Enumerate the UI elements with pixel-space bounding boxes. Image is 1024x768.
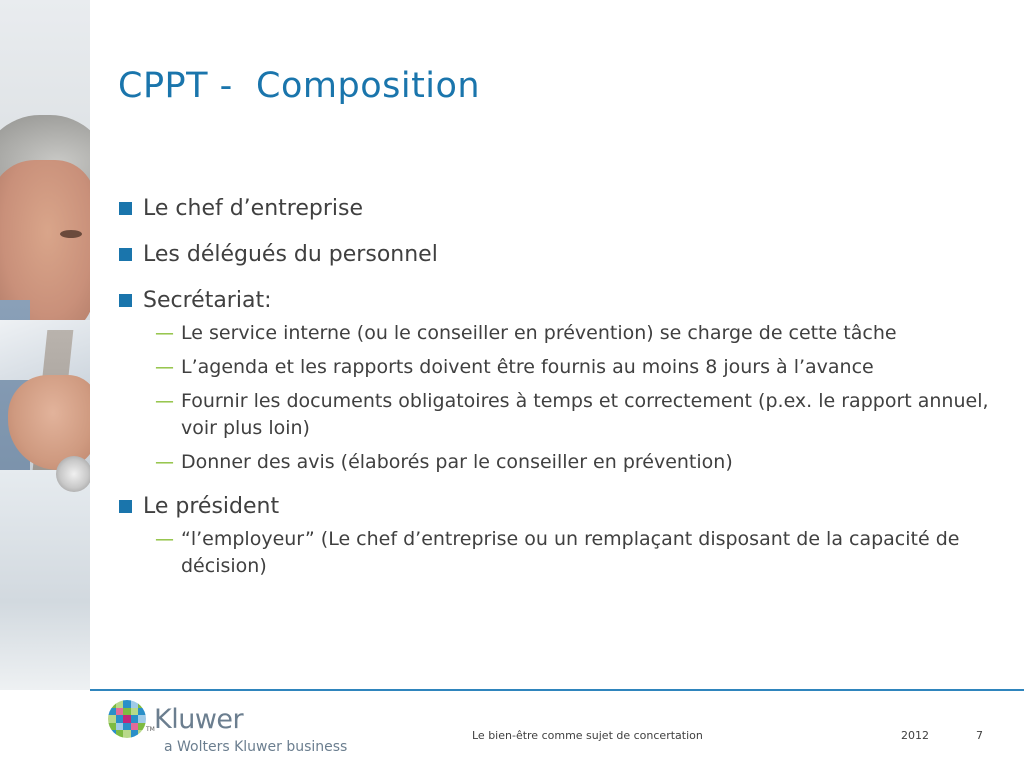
- sub-bullet-item: [118, 388, 998, 442]
- dash-bullet-icon: —: [155, 390, 174, 412]
- kluwer-logo-icon: [108, 700, 146, 738]
- sub-bullet-item: [118, 526, 998, 580]
- slide-content: [118, 194, 998, 587]
- footer-year: 2012: [901, 729, 929, 742]
- logo-tagline: a Wolters Kluwer business: [164, 739, 348, 755]
- logo-brand: Kluwer: [154, 704, 244, 735]
- dash-bullet-icon: —: [155, 451, 174, 473]
- bullet-item: [118, 286, 998, 316]
- sub-bullet-text: “l’employeur” (Le chef d’entreprise ou un remplaçant disposant de la capacité de décision): [181, 528, 960, 577]
- kluwer-logo: [108, 700, 368, 760]
- sub-bullet-text: L’agenda et les rapports doivent être fournis au moins 8 jours à l’avance: [181, 356, 874, 378]
- footer-divider: [90, 689, 1024, 691]
- bullet-item: [118, 194, 998, 224]
- bullet-text: Le chef d’entreprise: [143, 196, 363, 221]
- page-number: 7: [976, 729, 983, 742]
- decorative-photo: [0, 0, 90, 690]
- square-bullet-icon: [119, 294, 132, 307]
- footer-subject: Le bien-être comme sujet de concertation: [472, 729, 703, 742]
- sub-bullet-text: Donner des avis (élaborés par le conseiller en prévention): [181, 451, 733, 473]
- dash-bullet-icon: —: [155, 322, 174, 344]
- square-bullet-icon: [119, 202, 132, 215]
- logo-trademark: TM: [146, 726, 155, 733]
- bullet-text: Secrétariat:: [143, 288, 272, 313]
- dash-bullet-icon: —: [155, 356, 174, 378]
- slide-title: CPPT - Composition: [118, 66, 481, 106]
- square-bullet-icon: [119, 500, 132, 513]
- sub-bullet-item: [118, 354, 998, 381]
- square-bullet-icon: [119, 248, 132, 261]
- dash-bullet-icon: —: [155, 528, 174, 550]
- bullet-item: [118, 240, 998, 270]
- sub-bullet-item: [118, 449, 998, 476]
- bullet-text: Les délégués du personnel: [143, 242, 438, 267]
- sub-bullet-text: Le service interne (ou le conseiller en prévention) se charge de cette tâche: [181, 322, 897, 344]
- bullet-text: Le président: [143, 494, 280, 519]
- sub-bullet-text: Fournir les documents obligatoires à temps et correctement (p.ex. le rapport annuel, voir plus loin): [181, 390, 989, 439]
- sub-bullet-item: [118, 320, 998, 347]
- bullet-item: [118, 492, 998, 522]
